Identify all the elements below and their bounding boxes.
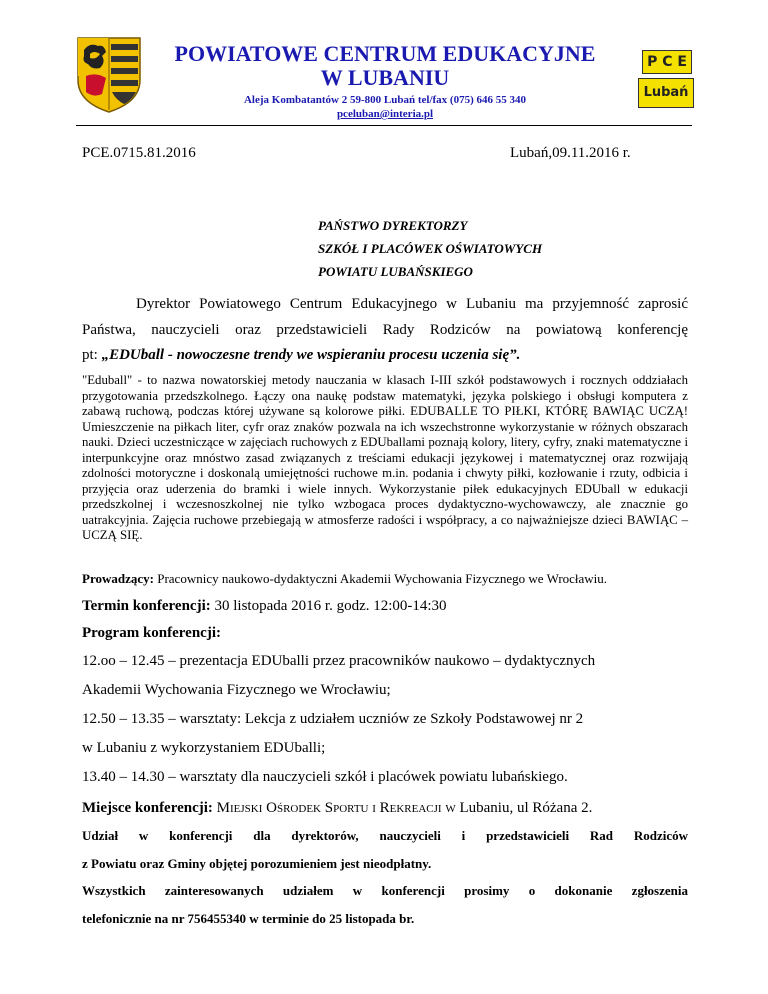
registration-line2: telefonicznie na nr 756455340 w terminie do 25 listopada br. bbox=[82, 911, 415, 926]
institution-email-link[interactable]: pceluban@interia.pl bbox=[336, 108, 434, 120]
program-item: 12.50 – 13.35 – warsztaty: Lekcja z udziałem uczniów ze Szkoły Podstawowej nr 2 bbox=[82, 711, 584, 727]
invitation-line3 bbox=[82, 343, 688, 368]
invitation-line1: Dyrektor Powiatowego Centrum Edukacyjnego w Lubaniu ma przyjemność zaprosić bbox=[136, 296, 688, 312]
venue-address: Lubaniu, ul Różana 2. bbox=[455, 800, 593, 816]
pce-logo-top: P C E bbox=[642, 50, 692, 74]
institution-address: Aleja Kombatantów 2 59-800 Lubań tel/fax (075) 646 55 340 bbox=[243, 94, 527, 106]
pce-luban-logo bbox=[638, 48, 694, 110]
program-item: w Lubaniu z wykorzystaniem EDUballi; bbox=[82, 740, 326, 756]
eduball-description: "Eduball" - to nazwa nowatorskiej metody nauczania w klasach I-III szkół podstawowych i rocznych oddziałach przygotowania przedszkolnego. Łączy ona naukę podstaw matematyki, języka polskiego i obsługi komputera z zabawą ruchową, podczas której używane są kolorowe piłki. EDUBALLE TO PIŁKI, KTÓRĘ BAWIĄC UCZĄ! Umieszczenie na piłkach liter, cyfr oraz znaków pozwala na ich wszechstronne wykorzystanie w różnych obszarach nauki. Dzieci uczestniczące w zajęciach ruchowych z EDUballami poznają kolory, litery, cyfry, znaki matematyczne i interpunkcyjne oraz mnóstwo zasad związanych z treściami edukacji językowej i matematycznej oraz rozwijają zdolności motoryczne i doskonalą umiejętności ruchowe m.in. podania i chwyty piłki, kozłowanie i rzuty, odbicia i przyjęcia oraz uderzenia do bramki i wiele innych. Wykorzystanie piłek edukacyjnych EDUball w edukacji przedszkolnej i wczesnoszkolnej nie tylko wzbogaca proces dydaktyczno-wychowawczy, ale znacznie go uatrakcyjnia. Zajęcia ruchowe przebiegają w atmosferze radości i współpracy, a co najważniejsze dzieci BAWIĄC – UCZĄ SIĘ. bbox=[82, 373, 688, 542]
conference-title: „EDUball - nowoczesne trendy we wspieraniu procesu uczenia się”. bbox=[101, 347, 521, 363]
header-divider bbox=[76, 125, 692, 126]
addressee-line1: PAŃSTWO DYREKTORZY bbox=[318, 218, 468, 233]
program-item: Akademii Wychowania Fizycznego we Wrocławiu; bbox=[82, 682, 391, 698]
facilitators-label: Prowadzący: bbox=[82, 571, 154, 586]
facilitators bbox=[82, 571, 688, 587]
program-item: 13.40 – 14.30 – warsztaty dla nauczycieli szkół i placówek powiatu lubańskiego. bbox=[82, 769, 568, 785]
date-value: 30 listopada 2016 r. godz. 12:00-14:30 bbox=[210, 598, 447, 614]
date-label: Termin konferencji: bbox=[82, 598, 211, 614]
coat-of-arms-logo bbox=[76, 36, 142, 114]
participation-line1: Udział w konferencji dla dyrektorów, nauczycieli i przedstawicieli Rad Rodziców bbox=[82, 828, 688, 843]
institution-name-line2: W LUBANIU bbox=[320, 65, 450, 90]
participation-line2: z Powiatu oraz Gminy objętej porozumieniem jest nieodpłatny. bbox=[82, 856, 432, 871]
facilitators-value: Pracownicy naukowo-dydaktyczni Akademii Wychowania Fizycznego we Wrocławiu. bbox=[153, 571, 608, 586]
registration-line1: Wszystkich zainteresowanych udziałem w konferencji prosimy o dokonanie zgłoszenia bbox=[82, 883, 688, 898]
place-and-date: Lubań,09.11.2016 r. bbox=[510, 145, 631, 161]
invitation-prefix: pt: bbox=[82, 347, 102, 363]
conference-date bbox=[82, 598, 688, 615]
program-item: 12.oo – 12.45 – prezentacja EDUballi przez pracowników naukowo – dydaktycznych bbox=[82, 653, 596, 669]
program-label: Program konferencji: bbox=[82, 625, 221, 641]
pce-logo-bottom: Lubań bbox=[638, 78, 694, 108]
reference-number: PCE.0715.81.2016 bbox=[82, 145, 196, 161]
institution-name-line1: POWIATOWE CENTRUM EDUKACYJNE bbox=[174, 41, 596, 66]
addressee-line3: POWIATU LUBAŃSKIEGO bbox=[318, 264, 473, 279]
venue-label: Miejsce konferencji: bbox=[82, 800, 213, 816]
invitation-line2: Państwa, nauczycieli oraz przedstawicieli Rady Rodziców na powiatową konferencję bbox=[82, 322, 688, 338]
venue-name: Miejski Ośrodek Sportu i Rekreacji w bbox=[212, 800, 456, 816]
addressee-line2: SZKÓŁ I PLACÓWEK OŚWIATOWYCH bbox=[318, 241, 543, 256]
conference-venue bbox=[82, 800, 688, 817]
